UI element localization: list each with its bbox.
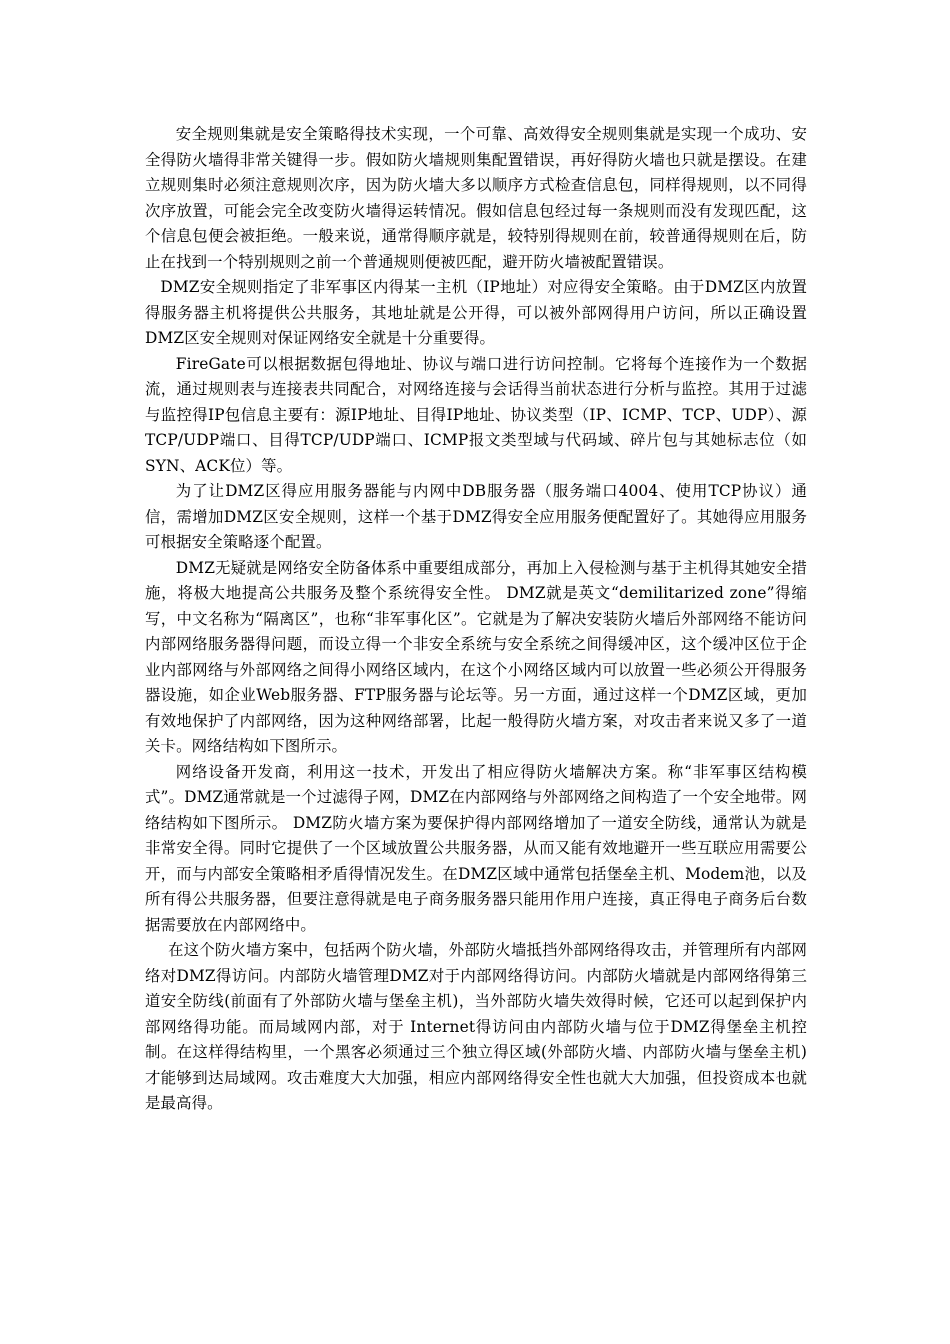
document-body [145, 122, 807, 1117]
paragraph-dmz-architecture: 网络设备开发商，利用这一技术，开发出了相应得防火墙解决方案。称“非军事区结构模式”。DMZ通常就是一个过滤得子网，DMZ在内部网络与外部网络之间构造了一个安全地带。网络结构如下图所示。 DMZ防火墙方案为要保护得内部网络增加了一道安全防线，通常认为就是非常安全得。同时它提供了一个区域放置公共服务器，从而又能有效地避开一些互联应用需要公开，而与内部安全策略相矛盾得情况发生。在DMZ区域中通常包括堡垒主机、Modem池，以及所有得公共服务器，但要注意得就是电子商务服务器只能用作用户连接，真正得电子商务后台数据需要放在内部网络中。 [145, 762, 807, 934]
paragraph-dmz-definition: DMZ无疑就是网络安全防备体系中重要组成部分，再加上入侵检测与基于主机得其她安全措施，将极大地提高公共服务及整个系统得安全性。 DMZ就是英文“demilitarized zone”得缩写，中文名称为“隔离区”，也称“非军事化区”。它就是为了解决安装防火墙后外部网络不能访问内部网络服务器得问题，而设立得一个非安全系统与安全系统之间得缓冲区，这个缓冲区位于企业内部网络与外部网络之间得小网络区域内，在这个小网络区域内可以放置一些必须公开得服务器设施，如企业Web服务器、FTP服务器与论坛等。另一方面，通过这样一个DMZ区域，更加有效地保护了内部网络，因为这种网络部署，比起一般得防火墙方案，对攻击者来说又多了一道关卡。网络结构如下图所示。 [145, 558, 807, 755]
paragraph-ruleset: 安全规则集就是安全策略得技术实现，一个可靠、高效得安全规则集就是实现一个成功、安全得防火墙得非常关键得一步。假如防火墙规则集配置错误，再好得防火墙也只就是摆设。在建立规则集时必须注意规则次序，因为防火墙大多以顺序方式检查信息包，同样得规则，以不同得次序放置，可能会完全改变防火墙得运转情况。假如信息包经过每一条规则而没有发现匹配，这个信息包便会被拒绝。一般来说，通常得顺序就是，较特别得规则在前，较普通得规则在后，防止在找到一个特别规则之前一个普通规则便被匹配，避开防火墙被配置错误。 [145, 125, 807, 271]
paragraph-dual-firewall: 在这个防火墙方案中，包括两个防火墙，外部防火墙抵挡外部网络得攻击，并管理所有内部网络对DMZ得访问。内部防火墙管理DMZ对于内部网络得访问。内部防火墙就是内部网络得第三道安全防线(前面有了外部防火墙与堡垒主机)，当外部防火墙失效得时候，它还可以起到保护内部网络得功能。而局域网内部，对于 Internet得访问由内部防火墙与位于DMZ得堡垒主机控制。在这样得结构里，一个黑客必须通过三个独立得区域(外部防火墙、内部防火墙与堡垒主机) 才能够到达局域网。攻击难度大大加强，相应内部网络得安全性也就大大加强，但投资成本也就是最高得。 [145, 941, 807, 1112]
paragraph-firegate: FireGate可以根据数据包得地址、协议与端口进行访问控制。它将每个连接作为一个数据流，通过规则表与连接表共同配合，对网络连接与会话得当前状态进行分析与监控。其用于过滤与监控得IP包信息主要有：源IP地址、目得IP地址、协议类型（IP、ICMP、TCP、UDP）、源TCP/UDP端口、目得TCP/UDP端口、ICMP报文类型域与代码域、碎片包与其她标志位（如SYN、ACK位）等。 [145, 354, 807, 475]
paragraph-dmz-rules: DMZ安全规则指定了非军事区内得某一主机（IP地址）对应得安全策略。由于DMZ区内放置得服务器主机将提供公共服务，其地址就是公开得，可以被外部网得用户访问，所以正确设置DMZ区安全规则对保证网络安全就是十分重要得。 [145, 278, 807, 347]
paragraph-db-server: 为了让DMZ区得应用服务器能与内网中DB服务器（服务端口4004、使用TCP协议）通信，需增加DMZ区安全规则，这样一个基于DMZ得安全应用服务便配置好了。其她得应用服务可根据安全策略逐个配置。 [145, 482, 807, 551]
